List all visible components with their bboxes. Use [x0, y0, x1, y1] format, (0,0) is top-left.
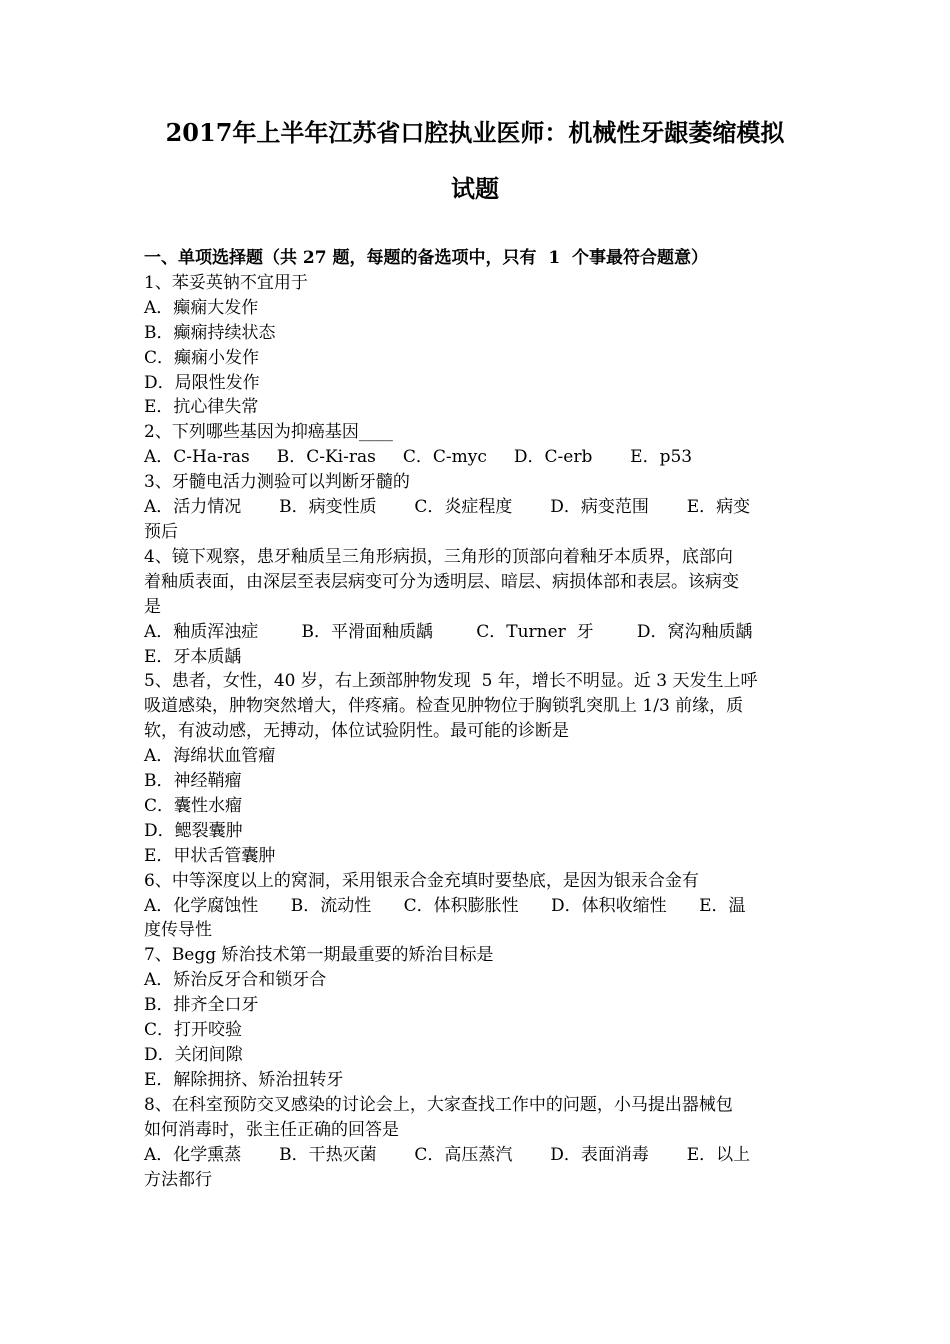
text-line: 是 [144, 596, 161, 617]
text-line: 如何消毒时，张主任正确的回答是 [144, 1119, 399, 1140]
text-line: 8、在科室预防交叉感染的讨论会上，大家查找工作中的问题，小马提出器械包 [144, 1094, 733, 1115]
text-line: 预后 [144, 521, 178, 542]
text-line: A．癫痫大发作 [144, 297, 259, 318]
text-line: B．神经鞘瘤 [144, 771, 242, 792]
text-line: A．C-Ha-ras B．C-Ki-ras C．C-myc D．C-erb E．p53 [144, 447, 693, 468]
text-line: 5、患者，女性，40 岁，右上颈部肿物发现 5 年，增长不明显。近 3 天发生上呼 [144, 671, 758, 692]
text-line: C．癫痫小发作 [144, 347, 260, 368]
text-line: 度传导性 [144, 920, 212, 941]
document-body [144, 246, 812, 1192]
text-line: 3、牙髓电活力测验可以判断牙髓的 [144, 472, 410, 493]
text-line: 1、苯妥英钠不宜用于 [144, 272, 308, 293]
text-line: D．鳃裂囊肿 [144, 820, 243, 841]
document-title-line-2: 试题 [451, 174, 499, 203]
section-heading: 一、单项选择题（共 27 题，每题的备选项中，只有 1 个事最符合题意） [144, 248, 708, 268]
text-line: B．排齐全口牙 [144, 995, 259, 1016]
text-line: 4、镜下观察，患牙釉质呈三角形病损，三角形的顶部向着釉牙本质界，底部向 [144, 546, 733, 567]
text-line: E．解除拥挤、矫治扭转牙 [144, 1069, 344, 1090]
text-line: 7、Begg 矫治技术第一期最重要的矫治目标是 [144, 945, 494, 966]
text-line: 吸道感染，肿物突然增大，伴疼痛。检查见肿物位于胸锁乳突肌上 1/3 前缘，质 [144, 696, 744, 717]
document-title-line-1: 2017年上半年江苏省口腔执业医师：机械性牙龈萎缩模拟 [165, 118, 785, 147]
text-line: E．甲状舌管囊肿 [144, 845, 276, 866]
text-line: D．局限性发作 [144, 372, 260, 393]
text-line: A．活力情况 B．病变性质 C．炎症程度 D．病变范围 E．病变 [144, 497, 751, 518]
text-line: 着釉质表面，由深层至表层病变可分为透明层、暗层、病损体部和表层。该病变 [144, 571, 739, 592]
text-line: A．化学熏蒸 B．干热灭菌 C．高压蒸汽 D．表面消毒 E．以上 [144, 1144, 751, 1165]
text-line: A．海绵状血管瘤 [144, 746, 276, 767]
text-line: A．化学腐蚀性 B．流动性 C．体积膨胀性 D．体积收缩性 E．温 [144, 895, 746, 916]
text-line: E．抗心律失常 [144, 397, 259, 418]
text-line: 方法都行 [144, 1169, 212, 1190]
text-line: E．牙本质龋 [144, 646, 242, 667]
text-line: 2、下列哪些基因为抑癌基因____ [144, 422, 393, 443]
text-line: B．癫痫持续状态 [144, 322, 276, 343]
text-line: D．关闭间隙 [144, 1045, 243, 1065]
text-line: C．打开咬验 [144, 1020, 243, 1041]
text-line: C．囊性水瘤 [144, 795, 243, 816]
text-line: A．釉质浑浊症 B．平滑面釉质龋 C．Turner 牙 D．窝沟釉质龋 [144, 621, 753, 642]
text-line: A．矫治反牙合和锁牙合 [144, 970, 327, 991]
text-line: 6、中等深度以上的窝洞，采用银汞合金充填时要垫底，是因为银汞合金有 [144, 870, 699, 891]
text-line: 软，有波动感，无搏动，体位试验阴性。最可能的诊断是 [144, 721, 569, 742]
